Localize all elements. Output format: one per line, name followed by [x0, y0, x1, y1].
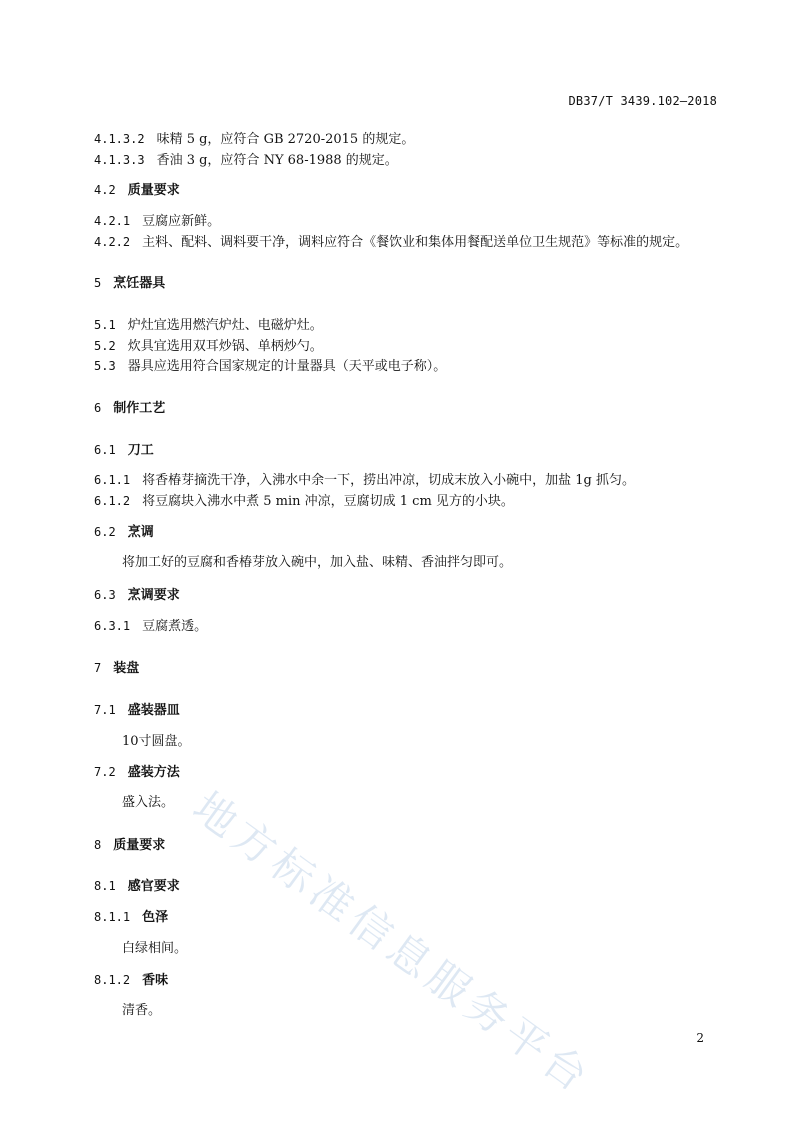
- clause-number: 4.1.3.2: [94, 132, 145, 146]
- heading-text: 香味: [142, 973, 169, 988]
- heading-7-2: [94, 764, 180, 781]
- heading-text: 制作工艺: [113, 401, 166, 416]
- clause-text: 将香椿芽摘洗干净，入沸水中余一下，捞出冲凉，切成末放入小碗中，加盐 1g 抓匀。: [142, 473, 635, 488]
- paragraph-7-2: 盛入法。: [122, 795, 175, 810]
- clause-4-1-3-3: [94, 152, 398, 169]
- clause-number: 7: [94, 661, 102, 675]
- clause-number: 6.1.1: [94, 473, 131, 487]
- clause-6-1-2: [94, 493, 514, 510]
- heading-5: [94, 275, 165, 292]
- clause-text: 将豆腐块入沸水中煮 5 min 冲凉，豆腐切成 1 cm 见方的小块。: [142, 494, 514, 509]
- paragraph-8-1-1: 白绿相间。: [122, 941, 188, 956]
- clause-number: 5: [94, 276, 102, 290]
- clause-number: 8.1: [94, 879, 116, 893]
- clause-number: 4.1.3.3: [94, 153, 145, 167]
- heading-text: 盛装方法: [127, 765, 180, 780]
- heading-text: 烹调要求: [127, 588, 180, 603]
- heading-text: 盛装器皿: [127, 703, 180, 718]
- clause-number: 8: [94, 838, 102, 852]
- heading-text: 烹饪器具: [113, 276, 166, 291]
- clause-4-1-3-2: [94, 131, 414, 148]
- clause-text: 豆腐煮透。: [142, 619, 208, 634]
- heading-7: [94, 660, 139, 677]
- clause-5-2: [94, 338, 323, 355]
- clause-text: 香油 3 g，应符合 NY 68-1988 的规定。: [156, 153, 398, 168]
- clause-number: 5.2: [94, 339, 116, 353]
- clause-6-3-1: [94, 618, 207, 635]
- heading-7-1: [94, 702, 180, 719]
- heading-6-2: [94, 524, 154, 541]
- heading-8-1-2: [94, 972, 168, 989]
- heading-text: 装盘: [113, 661, 140, 676]
- clause-number: 7.1: [94, 703, 116, 717]
- clause-number: 6.1.2: [94, 494, 131, 508]
- heading-text: 烹调: [127, 525, 154, 540]
- heading-4-2: [94, 182, 180, 199]
- clause-number: 4.2.2: [94, 235, 131, 249]
- page-number: 2: [696, 1031, 704, 1045]
- clause-number: 6.3.1: [94, 619, 131, 633]
- watermark: 地方标准信息服务平台: [184, 782, 602, 1104]
- clause-text: 味精 5 g，应符合 GB 2720-2015 的规定。: [156, 132, 415, 147]
- clause-5-1: [94, 317, 323, 334]
- paragraph-6-2: 将加工好的豆腐和香椿芽放入碗中，加入盐、味精、香油拌匀即可。: [122, 555, 513, 570]
- clause-number: 6.2: [94, 525, 116, 539]
- clause-4-2-1: [94, 213, 220, 230]
- heading-text: 质量要求: [127, 183, 180, 198]
- clause-5-3: [94, 358, 446, 375]
- clause-number: 5.3: [94, 359, 116, 373]
- clause-text: 器具应选用符合国家规定的计量器具（天平或电子称）。: [127, 359, 447, 374]
- clause-number: 8.1.1: [94, 910, 131, 924]
- heading-8-1-1: [94, 909, 168, 926]
- paragraph-8-1-2: 清香。: [122, 1003, 162, 1018]
- clause-number: 6: [94, 401, 102, 415]
- clause-number: 6.3: [94, 588, 116, 602]
- heading-8-1: [94, 878, 180, 895]
- clause-number: 6.1: [94, 443, 116, 457]
- clause-number: 4.2.1: [94, 214, 131, 228]
- heading-text: 刀工: [127, 443, 154, 458]
- heading-text: 感官要求: [127, 879, 180, 894]
- clause-text: 豆腐应新鲜。: [142, 214, 221, 229]
- clause-text: 主料、配料、调料要干净，调料应符合《餐饮业和集体用餐配送单位卫生规范》等标准的规定。: [142, 235, 689, 250]
- heading-text: 色泽: [142, 910, 169, 925]
- clause-number: 7.2: [94, 765, 116, 779]
- clause-4-2-2: [94, 234, 688, 251]
- heading-6: [94, 400, 165, 417]
- heading-6-3: [94, 587, 180, 604]
- paragraph-7-1: 10寸圆盘。: [122, 734, 191, 749]
- heading-6-1: [94, 442, 154, 459]
- clause-number: 5.1: [94, 318, 116, 332]
- clause-text: 炉灶宜选用燃汽炉灶、电磁炉灶。: [127, 318, 323, 333]
- document-code: DB37/T 3439.102—2018: [568, 94, 717, 108]
- heading-text: 质量要求: [113, 838, 166, 853]
- clause-number: 4.2: [94, 183, 116, 197]
- clause-6-1-1: [94, 472, 635, 489]
- heading-8: [94, 837, 165, 854]
- clause-number: 8.1.2: [94, 973, 131, 987]
- clause-text: 炊具宜选用双耳炒锅、单柄炒勺。: [127, 339, 323, 354]
